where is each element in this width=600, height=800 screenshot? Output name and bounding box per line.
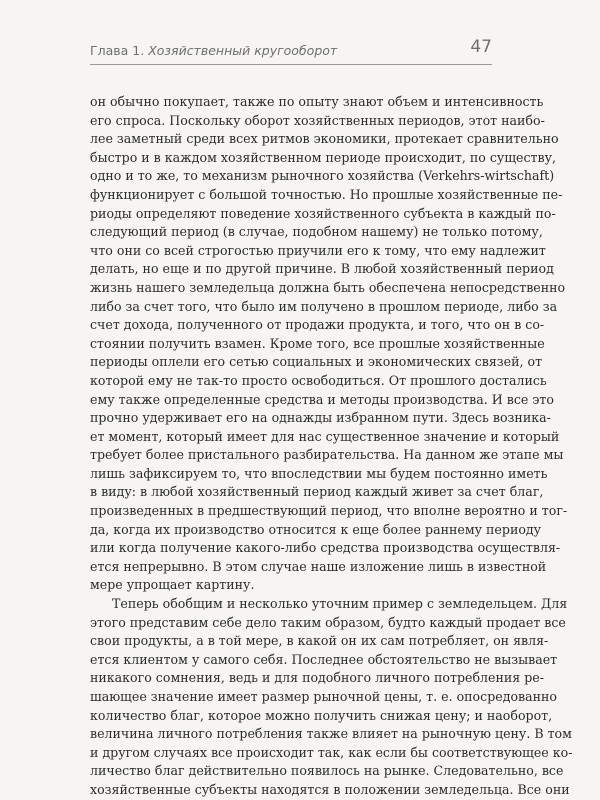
text-line: жизнь нашего земледельца должна быть обеспечена непосредственно bbox=[90, 279, 566, 295]
text-line: ется непрерывно. В этом случае наше изложение лишь в известной bbox=[90, 558, 547, 574]
text-line: и другом случаях все происходит так, как если бы соответствующее ко- bbox=[90, 744, 573, 760]
text-line: или когда получение какого-либо средства производства осуществля- bbox=[90, 540, 561, 556]
text-line: периоды оплели его сетью социальных и экономических связей, от bbox=[90, 354, 543, 370]
text-line: делать, но еще и по другой причине. В любой хозяйственный период bbox=[90, 261, 554, 277]
text-line: хозяйственные субъекты находятся в положении земледельца. Все они bbox=[90, 781, 570, 797]
text-line: Теперь обобщим и несколько уточним пример с земледельцем. Для bbox=[112, 596, 568, 612]
text-line: этого представим себе дело таким образом, будто каждый продает все bbox=[90, 614, 566, 630]
text-line: функционирует с большой точностью. Но прошлые хозяйственные пе- bbox=[90, 186, 563, 202]
header-rule bbox=[90, 64, 492, 65]
text-line: ему также определенные средства и методы производства. И все это bbox=[90, 391, 554, 407]
text-line: либо за счет того, что было им получено в прошлом периоде, либо за bbox=[90, 298, 558, 314]
running-head bbox=[90, 34, 492, 60]
text-line: он обычно покупает, также по опыту знают объем и интенсивность bbox=[90, 94, 544, 109]
page-number: 47 bbox=[470, 37, 492, 57]
text-line: свои продукты, а в той мере, в какой он их сам потребляет, он явля- bbox=[90, 633, 549, 649]
text-line: никакого сомнения, ведь и для подобного личного потребления ре- bbox=[90, 670, 545, 686]
text-line: которой ему не так-то просто освободиться. От прошлого достались bbox=[90, 372, 547, 388]
text-line: величина личного потребления также влияет на рыночную цену. В том bbox=[90, 726, 572, 742]
text-line: произведенных в предшествующий период, что вполне вероятно и тог- bbox=[90, 503, 568, 519]
text-line: ется клиентом у самого себя. Последнее обстоятельство не вызывает bbox=[90, 651, 558, 667]
text-line: одно и то же, то механизм рыночного хозяйства (Verkehrs-wirtschaft) bbox=[90, 168, 555, 184]
text-line: риоды определяют поведение хозяйственного субъекта в каждый по- bbox=[90, 205, 556, 221]
text-line: лее заметный среди всех ритмов экономики, протекает сравнительно bbox=[90, 131, 559, 147]
text-line: мере упрощает картину. bbox=[90, 577, 255, 593]
text-line: его спроса. Поскольку оборот хозяйственных периодов, этот наибо- bbox=[90, 112, 545, 128]
text-line: в виду: в любой хозяйственный период каждый живет за счет благ, bbox=[90, 484, 544, 500]
chapter-heading bbox=[90, 43, 337, 58]
text-line: ет момент, который имеет для нас существенное значение и который bbox=[90, 428, 560, 444]
text-line: что они со всей строгостью приучили его к тому, что ему надлежит bbox=[90, 242, 546, 258]
text-line: счет дохода, полученного от продажи продукта, и того, что он в со- bbox=[90, 317, 545, 333]
text-line: да, когда их производство относится к еще более раннему периоду bbox=[90, 521, 542, 537]
text-line: требует более пристального разбирательства. На данном же этапе мы bbox=[90, 447, 564, 463]
text-line: следующий период (в случае, подобном нашему) не только потому, bbox=[90, 224, 543, 240]
text-line: быстро и в каждом хозяйственном периоде происходит, по существу, bbox=[90, 149, 556, 165]
text-line: количество благ, которое можно получить снижая цену; и наоборот, bbox=[90, 707, 553, 723]
chapter-label: Глава 1. bbox=[90, 43, 145, 58]
body-text bbox=[90, 93, 573, 800]
text-line: шающее значение имеет размер рыночной цены, т. е. опосредованно bbox=[90, 689, 558, 704]
text-line: личество благ действительно появилось на рынке. Следовательно, все bbox=[90, 763, 564, 779]
text-line: стоянии получить взамен. Кроме того, все прошлые хозяйственные bbox=[90, 335, 545, 351]
chapter-title: Хозяйственный кругооборот bbox=[148, 43, 338, 58]
text-line: прочно удерживает его на однажды избранном пути. Здесь возника- bbox=[90, 410, 551, 426]
text-line: лишь зафиксируем то, что впоследствии мы будем постоянно иметь bbox=[90, 465, 548, 481]
